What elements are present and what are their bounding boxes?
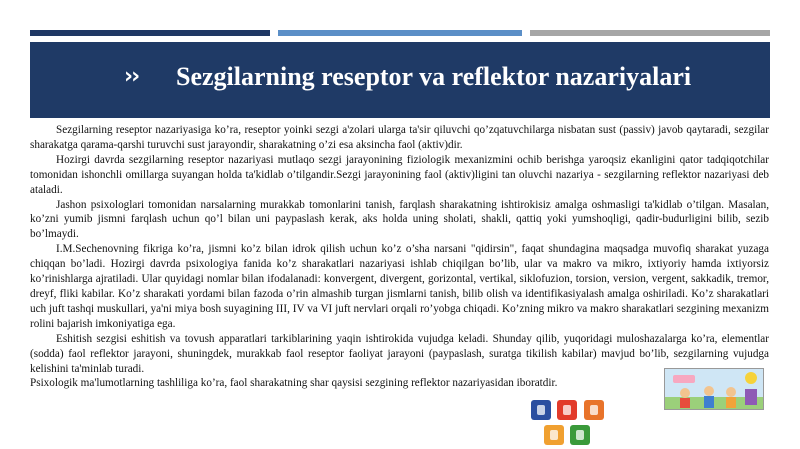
- letter-a-icon: [557, 400, 577, 420]
- slide-title: Sezgilarning reseptor va reflektor nazariyalari: [176, 62, 692, 91]
- top-decor-bar-medium: [278, 30, 522, 36]
- top-decor-bar-dark: [30, 30, 270, 36]
- paragraph-6: Psixologik ma'lumotlarning tashliliga ko’ra, faol sharakatning shar qaysisi sezgining reflektor nazariyasidan iboratdir.: [30, 377, 558, 390]
- double-chevron-icon: ››: [124, 64, 139, 89]
- figure-icon: [531, 400, 551, 420]
- slide-body: [30, 123, 769, 391]
- paragraph-5: Eshitish sezgisi eshitish va tovush apparatlari tarkiblarining yaqin ishtirokida vujudga keladi. Shunday qilib, yuqoridagi muloshazalarga ko’ra, elementlar (sodda) faol reflektor jarayoni, shuningdek, murakkab faol reseptor faoliyat jarayoni (paypaslash, suratga tikilish kabilar) mavjud bo’lib, sezgilarning vujudga kelishini ta'minlab turadi.: [30, 332, 769, 375]
- paragraph-1: Sezgilarning reseptor nazariyasiga ko’ra, reseptor yoinki sezgi a'zolari ularga ta'sir qiluvchi qo’zqatuvchilarga nisbatan sust (passiv) javob qaytaradi, sezgilar sharakatga qarama-qarshi turuvchi sust jarayondir, sharakatning o’zi esa aksincha faol (aktiv)dir.: [30, 124, 769, 151]
- paragraph-4: I.M.Sechenovning fikriga ko’ra, jismni ko’z bilan idrok qilish uchun ko’z o’sha narsani "qidirsin", faqat shundagina maqsadga muvofiq sharakat yuzaga chiqqan bo’ladi. Hozirgi davrda psixologiya fanida ko’z sharakatlari nazariyasi ishlab chiqilgan bo’lib, ular va makro va mikro, ixtiyoriy hamda ixtiyorsiz ko’rinishlarga ajratiladi. Ular quyidagi nomlar bilan ifodalanadi: konvergent, divergent, gorizontal, vertikal, siklofuzion, torsion, version, vergent, sakkadik, tremor, dreyf, fliki kabilar. Ko’z sharakati yordami bilan fazoda o’rin almashib turgan jismlarni tanish, bilib olish va identifikasiyalash amalga oshiriladi. Ko’z sharakatlari uch juft tashqi muskullari, ya'ni miya bosh suyagining III, IV va VI juft nervlari orqali ro’yobga chiqadi. Ko’zning mikro va makro sharakatlari sezgining mexanizm rolini bajarish imkoniyatiga ega.: [30, 243, 769, 330]
- hand-icon: [544, 425, 564, 445]
- paragraph-2: Hozirgi davrda sezgilarning reseptor nazariyasi mutlaqo sezgi jarayonining fiziologik mexanizmini ochib berishga yaroqsiz ekanligini qator tadqiqotchilar tomonidan ishonchli omillarga suyangan holda ta'kidlab o’tilgandir.Sezgi jarayonining faol (aktiv)ligini tan oluvchi nazariya - sezgilarning reflektor nazariyasi deb ataladi.: [30, 153, 769, 196]
- arrow-icon: [570, 425, 590, 445]
- paragraph-3: Jashon psixologlari tomonidan narsalarning murakkab tomonlarini tanish, farqlash sharakatning ishtirokisiz amalga oshmasligi ta'kidlab o’tilgan. Masalan, ko’zni yumib jismni farqlash uchun qo’l bilan uni paypaslash kerak, aks holda uning sholati, shakli, qattiq yoki yumshoqligi, qadir-budurligini bilib, sezib bo’lmaydi.: [30, 198, 769, 241]
- illustration-image: [664, 368, 764, 410]
- top-decor-bar-gray: [530, 30, 770, 36]
- broom-icon: [584, 400, 604, 420]
